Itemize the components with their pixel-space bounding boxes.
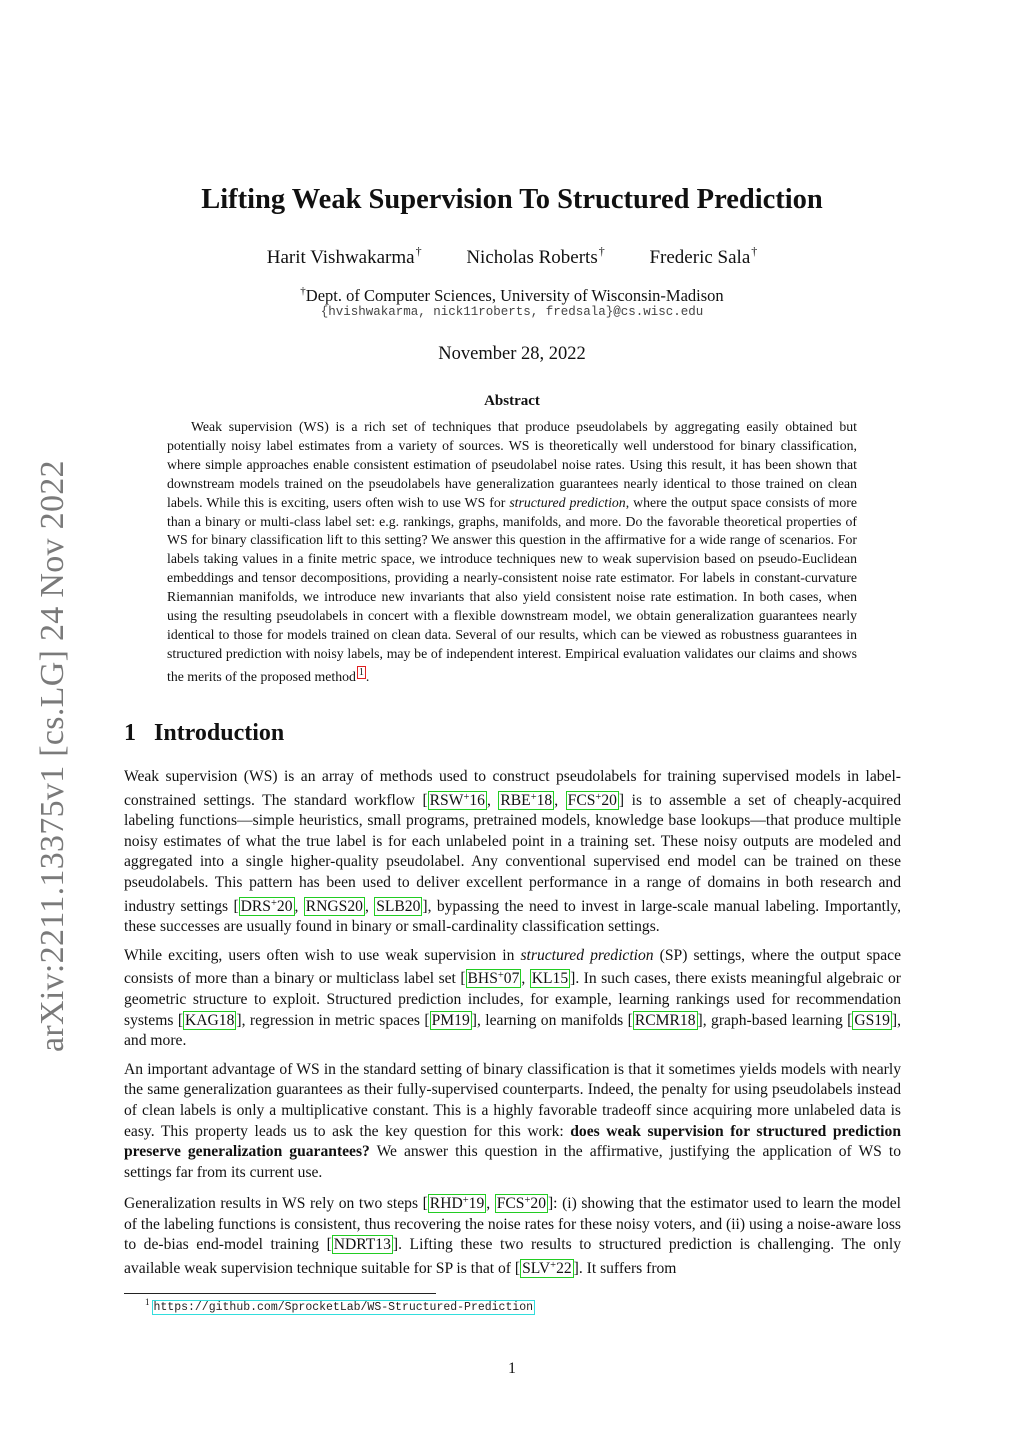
abstract-body	[167, 418, 857, 687]
affiliation-mark: †	[598, 244, 605, 258]
text-run: ,	[554, 791, 566, 809]
citation-sup: +	[462, 1195, 469, 1207]
text-run: We answer this question in the affirmative, justifying the application of WS to settings far from its current use.	[124, 1143, 901, 1181]
citation-key: DRS	[240, 897, 271, 915]
citation-link[interactable]: SLB20	[376, 897, 421, 915]
author-name: Harit Vishwakarma	[266, 247, 415, 268]
abstract-heading: Abstract	[484, 393, 540, 409]
citation-year: 22	[556, 1260, 572, 1278]
text-run: (SP) settings, where the output space consists of more than a binary or multiclass label set [	[124, 946, 901, 988]
paragraph	[124, 1191, 901, 1279]
section-title: Introduction	[154, 720, 285, 746]
text-run: ], and more.	[124, 1011, 901, 1050]
citation-key: RBE	[500, 791, 531, 809]
affiliation-text: Dept. of Computer Sciences, University of Wisconsin-Madison	[305, 286, 724, 305]
author-name: Frederic Sala	[649, 247, 751, 268]
author-1	[266, 244, 422, 268]
text-run: ,	[486, 791, 499, 809]
text-run: ] is to assemble a set of cheaply-acquired labeling functions—simple heuristics, small programs, pretrained models, knowledge base lookups—that produce multiple noisy estimates of what the true label is for each unlabeled point in a training set. These noisy outputs are modeled and aggregated into a single higher-quality pseudolabel. Any conventional supervised end model can be trained on these pseudolabels. This pattern has been used to deliver excellent performance in a range of domains in both research and industry settings [	[124, 791, 902, 915]
section-number: 1	[124, 720, 136, 746]
citation-sup: +	[550, 1260, 557, 1272]
text-run: ,	[521, 970, 530, 988]
text-run: Weak supervision (WS) is an array of methods used to construct pseudolabels for training supervised models in label-constrained settings. The standard workflow [	[124, 768, 901, 809]
footnote	[145, 1297, 535, 1314]
footnote-mark: 1	[145, 1297, 150, 1307]
abstract-end: .	[365, 668, 370, 684]
abstract-text: Weak supervision (WS) is a rich set of techniques that produce pseudolabels by aggregating easily obtained but potentially noisy label estimates from a variety of sources. WS is theoretically well understood for binary classification, where simple approaches enable consistent estimation of pseudolabel noise rates. Using this result, it has been shown that downstream models trained on the pseudolabels have generalization guarantees nearly identical to those trained on clean labels. While this is exciting, users often wish to use WS for	[167, 419, 857, 510]
citation-link[interactable]: PM19	[431, 1011, 470, 1029]
citation-key: FCS	[567, 791, 596, 809]
introduction-body	[124, 767, 901, 1288]
citation-link[interactable]: RCMR18	[634, 1011, 696, 1029]
citation-link[interactable]	[495, 1194, 548, 1213]
abstract-text: , where the output space consists of more than a binary or multi-class label set: e.g. rankings, graphs, manifolds, and more. Do the favorable theoretical properties of WS for binary classification lift to this setting? We answer this question in the affirmative for a wide range of scenarios. For labels taking values in a finite metric space, we introduce techniques new to weak supervision based on pseudo-Euclidean embeddings and tensor decompositions, providing a nearly-consistent noise rate estimator. For labels in constant-curvature Riemannian manifolds, we introduce new invariants that also yield consistent noise rate estimation. In both cases, when using the resulting pseudolabels in concert with a flexible downstream model, we obtain generalization guarantees nearly identical to those for models trained on clean data. Several of our results, which can be viewed as robustness guarantees in structured prediction with noisy labels, may be of independent interest. Empirical evaluation validates our claims and shows the merits of the proposed method	[167, 494, 858, 684]
text-run: ,	[294, 897, 304, 915]
citation-link[interactable]	[466, 969, 522, 988]
affiliation-mark: †	[415, 244, 422, 258]
citation-sup: +	[497, 970, 504, 982]
citation-link[interactable]	[428, 791, 487, 810]
paper-title: Lifting Weak Supervision To Structured Prediction	[201, 184, 823, 215]
citation-year: 20	[276, 897, 293, 915]
citation-year: 20	[601, 791, 617, 809]
citation-link[interactable]	[239, 897, 295, 916]
text-run: ], regression in metric spaces [	[236, 1011, 430, 1029]
text-run: ,	[486, 1195, 495, 1213]
paragraph	[124, 946, 901, 1052]
citation-link[interactable]	[428, 1194, 486, 1213]
citation-link[interactable]: KAG18	[185, 1011, 235, 1029]
citation-sup: +	[595, 791, 602, 803]
paragraph	[124, 1060, 901, 1184]
text-run: ]. It suffers from	[573, 1260, 677, 1278]
citation-key: SLV	[522, 1260, 551, 1278]
author-emails: {hvishwakarma, nick11roberts, fredsala}@cs.wisc.edu	[320, 305, 704, 319]
abstract-emphasis: structured prediction	[509, 494, 626, 510]
affiliation-mark: †	[751, 244, 758, 258]
author-2	[466, 244, 605, 268]
footnote-url-link[interactable]: https://github.com/SprocketLab/WS-Structured-Prediction	[153, 1301, 534, 1314]
emphasis: structured prediction	[520, 946, 654, 964]
text-run: ]. In such cases, there exists meaningful algebraic or geometric structure to exploit. Structured prediction includes, for example, learning rankings used for recommendation systems [	[124, 970, 902, 1029]
key-question: does weak supervision for structured prediction preserve generalization guarantees?	[124, 1122, 901, 1161]
text-run: ], graph-based learning [	[697, 1011, 853, 1029]
citation-link[interactable]: KL15	[531, 970, 569, 988]
author-name: Nicholas Roberts	[466, 247, 598, 268]
author-3	[649, 244, 758, 268]
text-run: ], bypassing the need to invest in large-scale manual labeling. Importantly, these successes are usually found in binary or small-cardinality classification settings.	[124, 897, 902, 936]
section-heading	[124, 720, 284, 747]
text-run: ], learning on manifolds [	[471, 1011, 633, 1029]
citation-year: 07	[503, 970, 520, 988]
arxiv-identifier: arXiv:2211.13375v1 [cs.LG] 24 Nov 2022	[34, 460, 71, 1052]
citation-link[interactable]: NDRT13	[333, 1236, 391, 1254]
citation-year: 18	[536, 791, 553, 809]
text-run: ]. Lifting these two results to structured prediction is challenging. The only available weak supervision technique suitable for SP is that of [	[124, 1236, 902, 1278]
text-run: While exciting, users often wish to use weak supervision in	[124, 946, 521, 964]
citation-link[interactable]	[520, 1259, 574, 1278]
citation-sup: +	[524, 1195, 531, 1207]
text-run: ,	[364, 897, 375, 915]
citation-key: FCS	[496, 1195, 525, 1213]
citation-key: BHS	[467, 970, 498, 988]
citation-year: 20	[530, 1195, 546, 1213]
page-number: 1	[508, 1360, 516, 1377]
footnote-link[interactable]: 1	[358, 666, 364, 678]
affiliation-mark: †	[300, 285, 306, 297]
citation-sup: +	[270, 897, 277, 909]
citation-sup: +	[530, 791, 537, 803]
citation-year: 19	[468, 1195, 485, 1213]
citation-key: RSW	[429, 791, 464, 809]
text-run: An important advantage of WS in the standard setting of binary classification is that it sometimes yields models with nearly the same generalization guarantees as their fully-supervised counterparts. Indeed, the penalty for using pseudolabels instead of clean labels is only a multiplicative constant. This is a highly favorable tradeoff since acquiring more unlabeled data is easy. This property leads us to ask the key question for this work:	[124, 1060, 901, 1140]
text-run: Generalization results in WS rely on two steps [	[124, 1195, 428, 1213]
citation-link[interactable]	[498, 791, 554, 810]
affiliation	[0, 285, 1024, 306]
citation-link[interactable]: GS19	[854, 1011, 890, 1029]
footnote-divider	[124, 1293, 436, 1294]
citation-link[interactable]	[566, 791, 619, 810]
citation-sup: +	[463, 791, 470, 803]
paper-date: November 28, 2022	[438, 344, 586, 364]
author-list	[0, 244, 1024, 269]
citation-key: RHD	[429, 1195, 463, 1213]
citation-link[interactable]: RNGS20	[305, 897, 363, 915]
paragraph	[124, 767, 901, 938]
text-run: ]: (i) showing that the estimator used to learn the model of the labeling functions is consistent, thus recovering the noise rates for these noisy voters, and (ii) using a noise-aware loss to de-bias end-model training [	[124, 1195, 902, 1254]
citation-year: 16	[469, 791, 485, 809]
